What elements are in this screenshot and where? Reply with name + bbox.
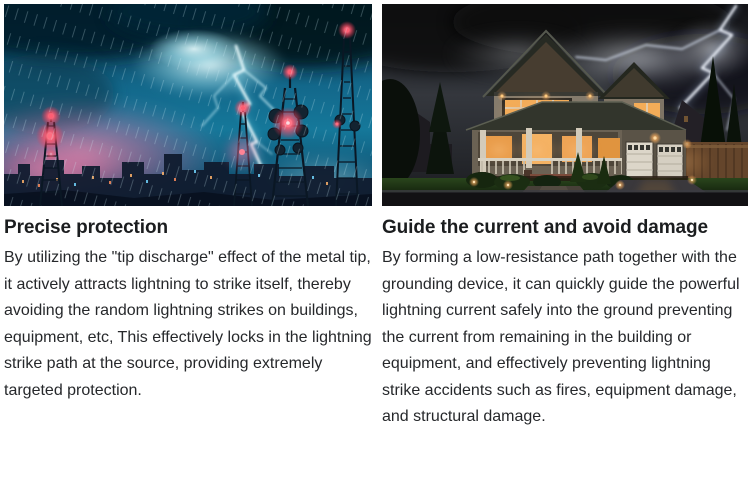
card-description: By utilizing the "tip discharge" effect of the metal tip, it actively attracts lightning to strike itself, thereby avoiding the random lightning strikes on buildings, equipment, etc, This effectively locks in the lightning strike path at the source, providing extremely targeted protection. <box>4 249 372 399</box>
curb <box>382 190 748 193</box>
rain-overlay <box>4 4 372 206</box>
towers-storm-figure <box>4 4 372 206</box>
garage-door-left <box>626 142 653 178</box>
card-description: By forming a low-resistance path together with the grounding device, it can quickly guide the powerful lightning current safely into the ground preventing the current from remaining in the building or equipment, and effectively preventing lightning strike accidents such as fires, equipment damage, and structural damage. <box>382 249 740 425</box>
storm-house-image <box>382 4 748 206</box>
card-title: Precise protection <box>4 217 168 238</box>
house-storm-figure <box>382 4 748 206</box>
card-title: Guide the current and avoid damage <box>382 217 709 238</box>
lightning-towers-image <box>4 4 372 206</box>
card-precise-protection <box>4 4 372 431</box>
card-guide-current <box>382 4 748 431</box>
porch-window <box>598 138 620 160</box>
garage-door-right <box>657 144 683 178</box>
